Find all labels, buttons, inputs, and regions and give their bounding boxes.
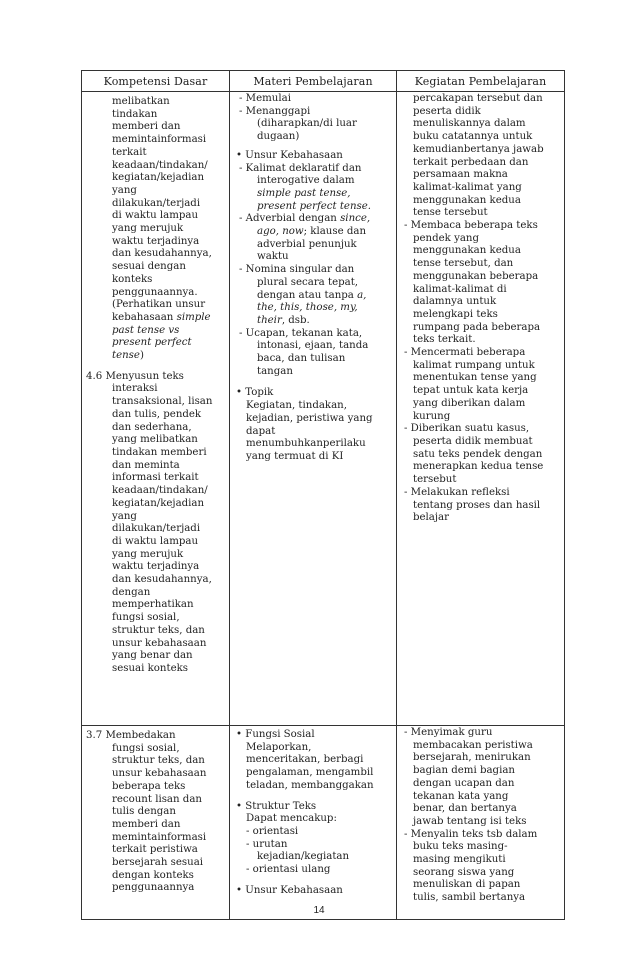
header-materi-pembelajaran: Materi Pembelajaran (230, 71, 397, 92)
text-line: kemudianbertanya jawab (413, 143, 544, 155)
text-span: 3.7 (86, 730, 106, 741)
text-line: pengalaman, mengambil (246, 767, 374, 779)
text-line (234, 226, 392, 239)
text-line: jawab tentang isi teks (413, 815, 527, 827)
text-line: menuliskan di papan (413, 879, 521, 891)
text-line: simple past tense, (257, 187, 351, 199)
text-line: menentukan tense yang (413, 372, 537, 384)
text-line: benar, dan bertanya (413, 803, 517, 815)
text-line: - Menyalin teks tsb dalam (404, 828, 538, 840)
text-line: interogative dalam (257, 175, 355, 187)
text-line: memintainformasi (112, 134, 207, 146)
text-line (86, 312, 225, 325)
text-line: beberapa teks (112, 780, 186, 792)
text-line: tersebut (413, 474, 457, 486)
text-line: peserta didik (413, 105, 481, 117)
text-line: menerapkan kedua tense (413, 461, 544, 473)
kegiatan-cell (397, 92, 565, 726)
text-line: dengan (112, 586, 151, 598)
text-line: membacakan peristiwa (413, 739, 533, 751)
text-line: kalimat-kalimat yang (413, 181, 522, 193)
text-line: kegiatan/kejadian (112, 497, 205, 509)
text-line: - Membaca beberapa teks (404, 220, 538, 232)
text-line: satu teks pendek dengan (413, 448, 543, 460)
text-span: ; klause dan (303, 226, 367, 238)
text-line: unsur kebahasaan (112, 637, 207, 649)
text-line: dan kesudahannya, (112, 574, 212, 586)
text-line: di waktu lampau (112, 210, 199, 222)
text-line: bersejarah, menirukan (413, 752, 531, 764)
text-line: the, this, those, my, (257, 302, 358, 314)
text-line: (diharapkan/di luar (257, 118, 357, 130)
text-line: pendek yang (413, 232, 479, 244)
page-number: 14 (313, 905, 325, 916)
bullet-topik: • Topik (236, 387, 274, 399)
text-line: yang merujuk (112, 548, 184, 560)
table-row (82, 726, 565, 920)
kd-content (82, 726, 229, 895)
text-line: dan kesudahannya, (112, 248, 212, 260)
text-line: intonasi, ejaan, tanda (257, 340, 369, 352)
text-line: tindakan memberi (112, 446, 207, 458)
text-line: - Memulai (239, 93, 291, 104)
text-line: menggunakan kedua (413, 194, 521, 206)
text-line: yang melibatkan (112, 434, 198, 446)
kd-content (82, 92, 229, 676)
text-span: 4.6 (86, 370, 106, 382)
kd-cell (82, 726, 230, 920)
text-line: - Mencermati beberapa (404, 347, 526, 359)
text-span: Menyusun teks (105, 370, 184, 382)
text-line: - Kalimat deklaratif dan (239, 162, 362, 174)
text-line: dengan konteks (112, 869, 194, 881)
bullet-fungsi-sosial: • Fungsi Sosial (236, 729, 315, 740)
materi-content (230, 92, 396, 464)
text-line: - Menyimak guru (404, 727, 493, 738)
text-line: di waktu lampau (112, 535, 199, 547)
text-line: yang merujuk (112, 223, 184, 235)
text-line: yang benar dan (112, 650, 193, 662)
text-line: yang (112, 184, 137, 196)
text-line: kalimat-kalimat di (413, 283, 507, 295)
text-line: transaksional, lisan (112, 396, 213, 408)
text-line: yang termuat di KI (246, 450, 344, 462)
text-line: tense tersebut (413, 207, 488, 219)
text-line: dan meminta (112, 459, 180, 471)
text-line: baca, dan tulisan (257, 353, 346, 365)
text-line: melibatkan (112, 96, 170, 107)
text-line: yang diberikan dalam (413, 397, 526, 409)
text-line: sesuai konteks (112, 662, 189, 674)
kegiatan-cell (397, 726, 565, 920)
text-line: tentang proses dan hasil (413, 499, 541, 511)
text-line: memberi dan (112, 121, 181, 133)
text-line: present perfect tense. (257, 200, 372, 212)
text-line: teks terkait. (413, 334, 476, 346)
text-line: dalamnya untuk (413, 296, 497, 308)
text-line: memintainformasi (112, 831, 207, 843)
text-line: interaksi (112, 383, 158, 395)
text-line: waktu (257, 251, 289, 263)
text-line: - Ucapan, tekanan kata, (239, 327, 363, 339)
text-line: fungsi sosial, (112, 612, 180, 624)
text-line: struktur teks, dan (112, 755, 205, 767)
text-line: masing mengikuti (413, 854, 506, 866)
table-row (82, 92, 565, 726)
text-line: penggunaannya (112, 882, 195, 894)
text-line: past tense vs (112, 324, 180, 336)
text-line: Kegiatan, tindakan, (246, 400, 347, 412)
text-line: menggunakan beberapa (413, 270, 539, 282)
text-line: informasi terkait (112, 472, 199, 484)
text-line: - Nomina singular dan (239, 264, 355, 276)
text-span: since, (340, 213, 371, 225)
text-line: dilakukan/terjadi (112, 197, 201, 209)
text-line: penggunaannya. (112, 286, 198, 298)
text-line: tindakan (112, 108, 158, 120)
materi-content (230, 726, 396, 897)
text-line: - orientasi (246, 825, 299, 837)
text-line: memperhatikan (112, 599, 194, 611)
text-line: bagian demi bagian (413, 765, 515, 777)
text-line: terkait peristiwa (112, 844, 198, 856)
text-line: percakapan tersebut dan (413, 93, 543, 104)
text-line: kegiatan/kejadian (112, 172, 205, 184)
text-line: Dapat mencakup: (246, 813, 337, 825)
text-line: kejadian, peristiwa yang (246, 412, 373, 424)
materi-cell (230, 726, 397, 920)
text-line: plural secara tepat, (257, 276, 359, 288)
text-line (86, 350, 225, 363)
text-line: fungsi sosial, (112, 742, 180, 754)
text-span: their (257, 314, 282, 326)
curriculum-table (81, 70, 565, 920)
text-line: dapat (246, 425, 276, 437)
text-span: tense (112, 350, 140, 362)
text-line: dilakukan/terjadi (112, 523, 201, 535)
text-line: dengan ucapan dan (413, 777, 515, 789)
text-line: buku catatannya untuk (413, 131, 533, 143)
text-line: bersejarah sesuai (112, 857, 204, 869)
text-line: - orientasi ulang (246, 864, 331, 876)
text-span: Membedakan (105, 730, 176, 741)
text-line: unsur kebahasaan (112, 768, 207, 780)
bullet-unsur-kebahasaan: • Unsur Kebahasaan (236, 884, 343, 896)
text-span: ) (139, 350, 144, 362)
text-span: dengan atau tanpa (257, 289, 358, 301)
text-line: dan tulis, pendek (112, 408, 202, 420)
text-line: tulis, sambil bertanya (413, 892, 526, 904)
text-line: kurung (413, 410, 451, 422)
text-line: persamaan makna (413, 169, 508, 181)
text-line: adverbial penunjuk (257, 238, 357, 250)
kd-3-7-heading (86, 730, 225, 743)
text-line: sesuai dengan (112, 261, 186, 273)
text-line: - urutan (246, 838, 288, 850)
text-line: memberi dan (112, 818, 181, 830)
text-line: menumbuhkanperilaku (246, 438, 366, 450)
text-span: a, (357, 289, 367, 301)
kegiatan-content (397, 726, 564, 905)
text-line: seorang siswa yang (413, 866, 515, 878)
text-line: menuliskannya dalam (413, 118, 526, 130)
header-row (82, 71, 565, 92)
kd-4-6-block (86, 371, 225, 676)
header-kegiatan-pembelajaran: Kegiatan Pembelajaran (397, 71, 565, 92)
text-line: waktu terjadinya (112, 235, 200, 247)
text-line: dan sederhana, (112, 421, 192, 433)
text-line: rumpang pada beberapa (413, 321, 541, 333)
text-line: recount lisan dan (112, 793, 202, 805)
text-line: tangan (257, 365, 293, 377)
text-line: kalimat rumpang untuk (413, 359, 535, 371)
materi-cell (230, 92, 397, 726)
text-line: dugaan) (257, 131, 300, 143)
kegiatan-content (397, 92, 564, 525)
text-line: keadaan/tindakan/ (112, 159, 208, 171)
text-line: teladan, membanggakan (246, 779, 374, 791)
bullet-unsur-kebahasaan: • Unsur Kebahasaan (236, 149, 343, 161)
text-line: struktur teks, dan (112, 624, 205, 636)
text-line: yang (112, 510, 137, 522)
text-line: keadaan/tindakan/ (112, 485, 208, 497)
text-line: tekanan kata yang (413, 790, 509, 802)
text-line: menggunakan kedua (413, 245, 521, 257)
text-line: - Melakukan refleksi (404, 486, 510, 498)
text-span: kebahasaan (112, 311, 177, 323)
text-line: kejadian/kegiatan (257, 851, 350, 863)
text-span: , dsb. (281, 314, 310, 326)
kd-cell (82, 92, 230, 726)
text-line: tense tersebut, dan (413, 258, 514, 270)
text-line: present perfect (112, 337, 192, 349)
text-line: terkait (112, 146, 147, 158)
text-span: simple (176, 311, 211, 323)
text-line: menceritakan, berbagi (246, 754, 364, 766)
text-line: - Diberikan suatu kasus, (404, 423, 530, 435)
text-line: melengkapi teks (413, 308, 498, 320)
text-span: ago, now (257, 226, 304, 238)
text-line (234, 290, 392, 303)
text-line: konteks (112, 273, 153, 285)
header-kompetensi-dasar: Kompetensi Dasar (82, 71, 230, 92)
text-line: belajar (413, 512, 449, 524)
text-line (234, 315, 392, 328)
text-line (234, 213, 392, 226)
text-line: waktu terjadinya (112, 561, 200, 573)
text-line: Melaporkan, (246, 741, 312, 753)
text-line: - Menanggapi (239, 105, 311, 117)
text-span: - Adverbial dengan (239, 213, 341, 225)
text-line: peserta didik membuat (413, 435, 533, 447)
bullet-struktur-teks: • Struktur Teks (236, 800, 317, 812)
text-line: terkait perbedaan dan (413, 156, 529, 168)
text-line: tulis dengan (112, 806, 176, 818)
kd-4-6-heading (86, 371, 225, 384)
text-line: tepat untuk kata kerja (413, 385, 529, 397)
text-line: buku teks masing- (413, 841, 508, 853)
text-line: (Perhatikan unsur (112, 299, 206, 311)
